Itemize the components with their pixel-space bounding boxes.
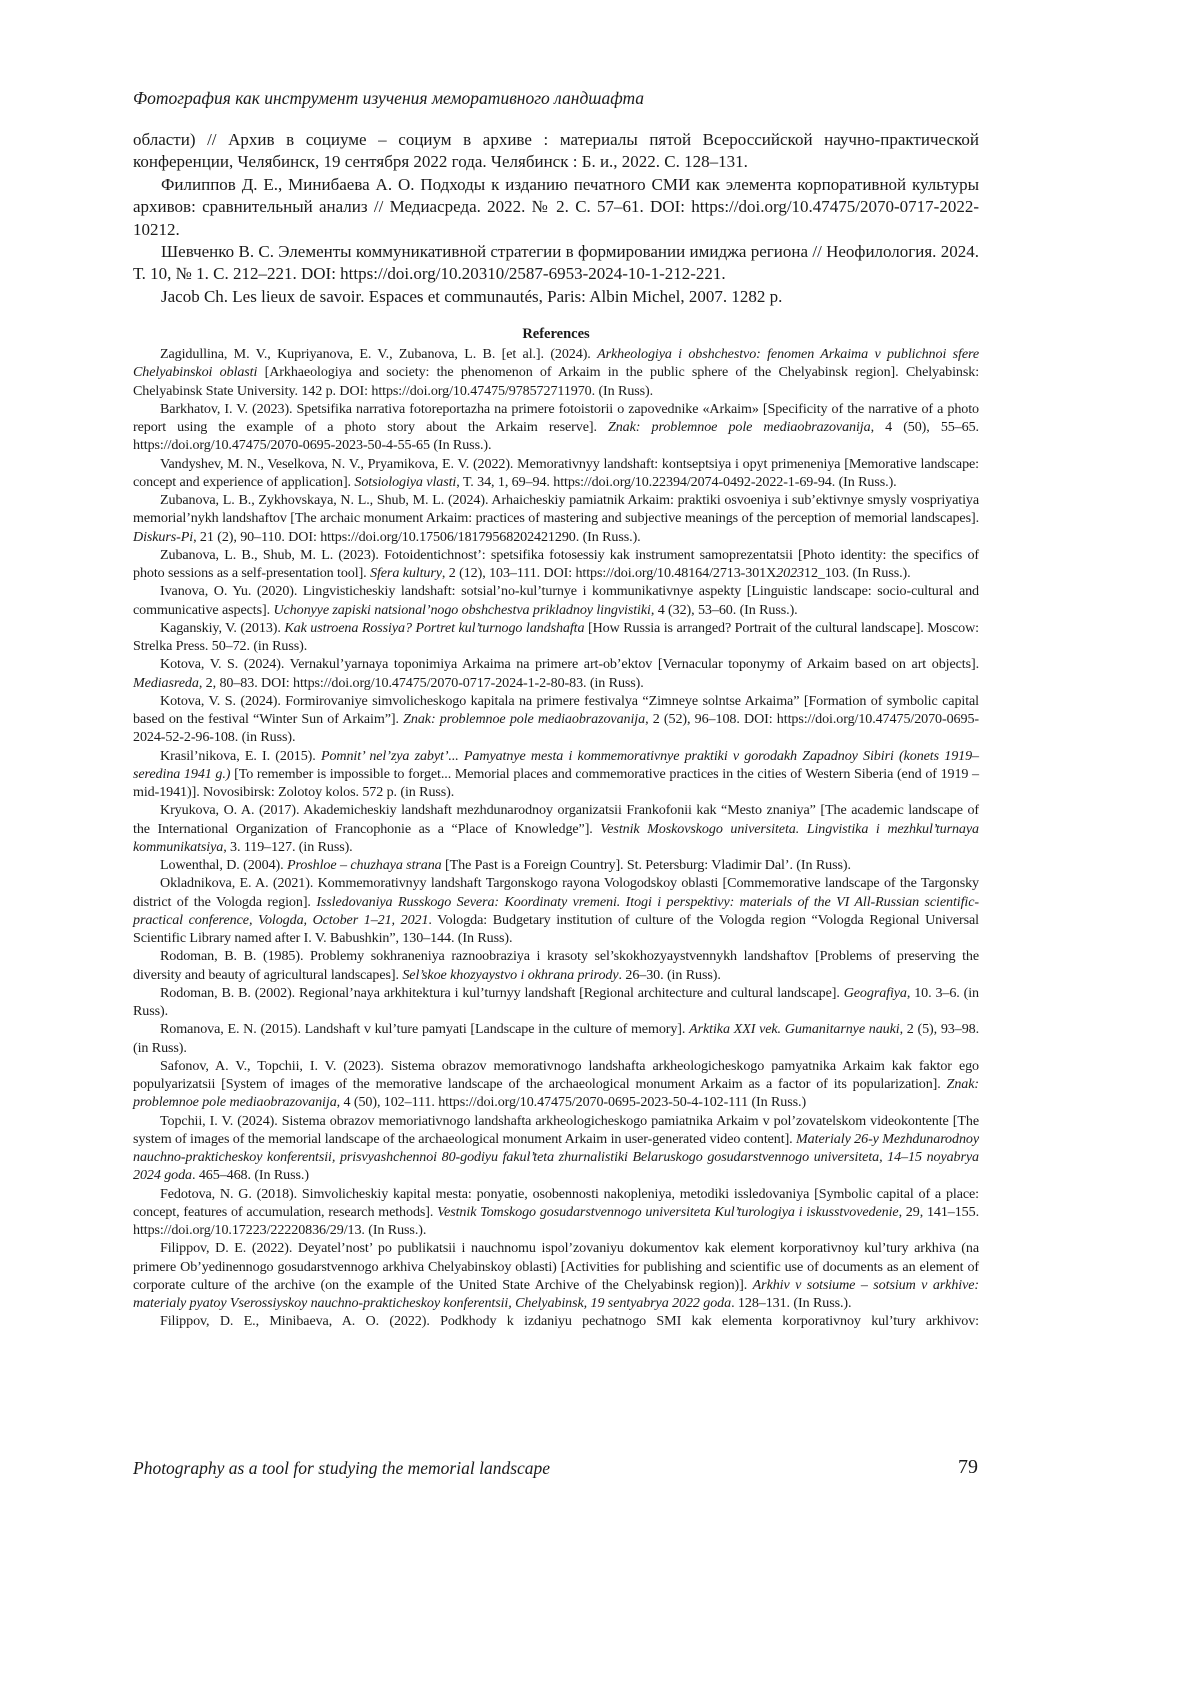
reference-title-italic: Sfera kultury	[370, 565, 442, 581]
reference-text: Filippov, D. E. (2022). Deyatel’nost’ po publikatsii i nauchnomu ispol’zovaniyu dokumentov kak element korporativnoy kul’tury arkhiva (na primere Ob’yedinennogo gosudarstvennogo arkhiva Chelyabinskoy oblasti) [Activities for publishing and scientific use of documents as an element of corporate culture of the archive (on the example of the United State Archive of the Chelyabinsk region)].	[133, 1240, 979, 1293]
reference-text: . 465–468. (In Russ.)	[192, 1167, 309, 1184]
reference-text: Fedotova, N. G. (2018). Simvolicheskiy kapital mesta: ponyatie, osobennosti nakopleniya, metodiki issledovaniya [Symbolic capital of a place: concept, features of accumulation, research methods].	[133, 1185, 979, 1220]
reference-title-italic: Mediasreda	[133, 674, 199, 691]
reference-entry	[133, 1185, 979, 1240]
reference-entry	[133, 619, 979, 656]
reference-entry	[133, 747, 979, 802]
page-number: 79	[958, 1456, 978, 1478]
reference-text: , 4 (50), 102–111. https://doi.org/10.47475/2070-0695-2023-50-4-102-111 (In Russ.)	[336, 1094, 807, 1111]
reference-text: , 2 (12), 103–111. DOI: https://doi.org/10.48164/2713-301X	[441, 565, 777, 581]
reference-entry	[133, 692, 979, 747]
reference-text: Filippov, D. E., Minibaeva, A. O. (2022). Podkhody k izdaniyu pechatnogo SMI kak elementa korporativnoy kul’tury arkhivov:	[160, 1313, 979, 1330]
reference-entry	[133, 984, 979, 1021]
reference-text: , 4 (50), 55–65. https://doi.org/10.47475/2070-0695-2023-50-4-55-65 (In Russ.).	[133, 419, 979, 454]
reference-title-italic: Geografiya	[843, 984, 907, 1001]
reference-entry	[133, 345, 979, 400]
reference-title-italic: Pomnit’ nel’zya zabyt’... Pamyatnye mesta i kommemorativnye praktiki v gorodakh Zapadnoy Sibiri (konets 1919–seredina 1941 g.)	[133, 747, 979, 782]
reference-text: Krasil’nikova, E. I. (2015).	[160, 747, 321, 764]
reference-title-italic: Uchonyye zapiski natsional’nogo obshchestva prikladnoy lingvistiki	[273, 601, 651, 618]
reference-text: , 2 (52), 96–108. DOI: https://doi.org/10.47475/2070-0695-2024-52-2-96-108. (in Russ).	[133, 711, 979, 746]
reference-text: , 29, 141–155. https://doi.org/10.17223/22220836/29/13. (In Russ.).	[133, 1203, 979, 1238]
reference-text: Barkhatov, I. V. (2023). Spetsifika narrativa fotoreportazha na primere fotoistorii o zapovednike «Arkaim» [Specificity of the narrative of a photo report using the example of a photo story about the Arkaim reserve].	[133, 400, 979, 435]
reference-entry	[133, 947, 979, 984]
reference-text: Zagidullina, M. V., Kupriyanova, E. V., Zubanova, L. B. [et al.]. (2024).	[160, 346, 598, 362]
reference-title-italic: Znak: problemnoe pole mediaobrazovanija	[403, 711, 646, 727]
reference-text: Lowenthal, D. (2004).	[160, 857, 287, 873]
reference-text: , 2 (5), 93–98. (in Russ).	[133, 1021, 980, 1056]
reference-entry	[133, 1020, 979, 1057]
reference-text: Kotova, V. S. (2024). Vernakul’yarnaya toponimiya Arkaima na primere art-ob’ektov [Vernacular toponymy of Arkaim based on art objects].	[160, 656, 979, 673]
running-footer: Photography as a tool for studying the memorial landscape	[133, 1458, 551, 1478]
reference-entry	[133, 491, 979, 546]
reference-text: Kotova, V. S. (2024). Formirovaniye simvolicheskogo kapitala na primere festivalya “Zimneye solntse Arkaima” [Formation of symbolic capital based on the festival “Winter Sun of Arkaim”].	[133, 692, 979, 727]
reference-entry	[133, 655, 979, 692]
reference-text: Topchii, I. V. (2024). Sistema obrazov memoriativnogo landshafta arkheologicheskogo pamiatnika Arkaim v pol’zovatelskom videokontente [The system of images of the memorial landscape of the archaeological monument Arkaim in user-generated video content].	[133, 1112, 979, 1147]
reference-text: [How Russia is arranged? Portrait of the cultural landscape]. Moscow: Strelka Press. 50–72. (in Russ).	[133, 619, 979, 654]
references-list	[133, 345, 979, 1331]
reference-title-italic: Znak: problemnoe pole mediaobrazovanija	[133, 1076, 979, 1111]
reference-entry	[133, 400, 979, 455]
reference-text: [To remember is impossible to forget... Memorial places and commemorative practices in the cities of Western Siberia (end of 1919 – mid-1941)]. Novosibirsk: Zolotoy kolos. 572 p. (in Russ).	[133, 765, 980, 800]
reference-title-italic: Sel’skoe khozyaystvo i okhrana prirody	[402, 966, 619, 983]
reference-title-italic: Vestnik Tomskogo gosudarstvennogo universiteta Kul’turologiya i iskusstvovedenie	[437, 1203, 899, 1220]
reference-text: 12_103. (In Russ.).	[804, 565, 911, 581]
reference-text: Zubanova, L. B., Zykhovskaya, N. L., Shub, M. L. (2024). Arhaicheskiy pamiatnik Arkaim: praktiki osvoeniya i sub’ektivnye smysly vospriyatiya memorial’nykh landshaftov [The archaic monument Arkaim: practices of mastering and subjective meanings of the perception of memorial landscapes].	[133, 492, 979, 527]
reference-title-italic: 2023	[776, 565, 804, 581]
reference-text: Ivanova, O. Yu. (2020). Lingvisticheskiy landshaft: sotsial’no-kul’turnye i kommunikativnye aspekty [Linguistic landscape: socio-cultural and communicative aspects].	[133, 583, 979, 618]
reference-title-italic: Diskurs-Pi	[133, 528, 194, 545]
reference-text: , 3. 119–127. (in Russ).	[223, 838, 353, 855]
reference-text: Okladnikova, E. A. (2021). Kommemorativnyy landshaft Targonskogo rayona Vologodskoy oblasti [Commemorative landscape of the Targonsky district of the Vologda region].	[133, 875, 979, 910]
reference-entry	[133, 546, 979, 583]
running-header: Фотография как инструмент изучения меморативного ландшафта	[133, 88, 645, 108]
reference-entry	[133, 455, 979, 492]
reference-title-italic: Arkhiv v sotsiume – sotsium v arkhive: materialy pyatoy Vserossiyskoy nauchno-prakticheskoy konferentsii, Chelyabinsk, 19 sentyabrya 2022 goda	[133, 1276, 979, 1311]
bibliography-entry: Филиппов Д. Е., Минибаева А. О. Подходы к изданию печатного СМИ как элемента корпоративной культуры архивов: сравнительный анализ // Медиасреда. 2022. № 2. С. 57–61. DOI: https://doi.org/10.47475/2070-0717-2022-10212.	[133, 174, 979, 239]
reference-title-italic: Materialy 26-y Mezhdunarodnoy nauchno-prakticheskoy konferentsii, prisvyashchennoi 80-godiyu fakul’teta zhurnalistiki Belaruskogo gosudarstvennogo universiteta, 14–15 noyabrya 2024 goda	[133, 1130, 979, 1184]
reference-title-italic: Kak ustroena Rossiya? Portret kul’turnogo landshafta	[284, 619, 585, 636]
reference-title-italic: Znak: problemnoe pole mediaobrazovanija	[608, 419, 871, 435]
reference-text: . 26–30. (in Russ).	[618, 966, 721, 983]
reference-text: Rodoman, B. B. (2002). Regional’naya arkhitektura i kul’turnyy landshaft [Regional architecture and cultural landscape].	[160, 984, 844, 1001]
reference-text: , T. 34, 1, 69–94. https://doi.org/10.22394/2074-0492-2022-1-69-94. (In Russ.).	[456, 473, 897, 490]
reference-entry	[133, 1057, 979, 1112]
reference-title-italic: Sotsiologiya vlasti	[354, 473, 457, 490]
reference-text: Kryukova, O. A. (2017). Akademicheskiy landshaft mezhdunarodnoy organizatsii Frankofonii kak “Mesto znaniya” [The academic landscape of the International Organization of Francophonie as a “Place of Knowledge”].	[133, 802, 979, 837]
russian-bibliography	[133, 129, 979, 308]
reference-text: , 4 (32), 53–60. (In Russ.).	[650, 601, 798, 618]
reference-entry	[133, 1312, 979, 1330]
reference-title-italic: Vestnik Moskovskogo universiteta. Lingvistika i mezhkul’turnaya kommunikatsiya	[133, 820, 979, 855]
reference-text: . 128–131. (In Russ.).	[731, 1295, 852, 1311]
reference-title-italic: Issledovaniya Russkogo Severa: Koordinaty vremeni. Itogi i perspektivy: materials of the VI All-Russian scientific-practical conference, Vologda, October 1–21, 2021	[133, 893, 979, 928]
reference-title-italic: Arktika XXI vek. Gumanitarnye nauki	[689, 1021, 900, 1038]
reference-text: Romanova, E. N. (2015). Landshaft v kul’ture pamyati [Landscape in the culture of memory].	[160, 1021, 690, 1038]
bibliography-entry: области) // Архив в социуме – социум в архиве : материалы пятой Всероссийской научно-практической конференции, Челябинск, 19 сентября 2022 года. Челябинск : Б. и., 2022. С. 128–131.	[133, 130, 979, 172]
bibliography-entry: Jacob Ch. Les lieux de savoir. Espaces et communautés, Paris: Albin Michel, 2007. 1282 p.	[161, 286, 783, 306]
reference-entry	[133, 1112, 979, 1185]
reference-entry	[133, 874, 979, 947]
reference-text: [The Past is a Foreign Country]. St. Petersburg: Vladimir Dal’. (In Russ).	[441, 857, 851, 873]
reference-text: Zubanova, L. B., Shub, M. L. (2023). Fotoidentichnost’: spetsifika fotosessiy kak instrument samoprezentatsii [Photo identity: the specifics of photo sessions as a self-presentation tool].	[133, 546, 979, 581]
reference-entry	[133, 801, 979, 856]
reference-text: , 21 (2), 90–110. DOI: https://doi.org/10.17506/18179568202421290. (In Russ.).	[193, 528, 641, 545]
references-heading: References	[522, 326, 590, 342]
reference-text: Vandyshev, M. N., Veselkova, N. V., Pryamikova, E. V. (2022). Memorativnyy landshaft: kontseptsiya i opyt primeneniya [Memorative landscape: concept and experience of application].	[133, 455, 979, 490]
reference-text: Kaganskiy, V. (2013).	[160, 619, 285, 636]
reference-title-italic: Proshloe – chuzhaya strana	[286, 857, 442, 873]
reference-entry	[133, 582, 979, 619]
reference-entry	[133, 856, 979, 874]
reference-text: [Arkhaeologiya and society: the phenomenon of Arkaim in the public sphere of the Chelyabinsk region]. Chelyabinsk: Chelyabinsk State University. 142 p. DOI: https://doi.org/10.47475/978572711970. (In Russ).	[133, 364, 980, 399]
reference-text: , 10. 3–6. (in Russ).	[133, 984, 979, 1019]
bibliography-entry: Шевченко В. С. Элементы коммуникативной стратегии в формировании имиджа региона // Неофилология. 2024. Т. 10, № 1. С. 212–221. DOI: https://doi.org/10.20310/2587-6953-2024-10-1-212-221.	[133, 242, 979, 284]
reference-title-italic: Arkheologiya i obshchestvo: fenomen Arkaima v publichnoi sfere Chelyabinskoi oblasti	[133, 346, 979, 381]
reference-text: Rodoman, B. B. (1985). Problemy sokhraneniya raznoobraziya i krasoty sel’skokhozyaystvennykh landshaftov [Problems of preserving the diversity and beauty of agricultural landscapes].	[133, 948, 979, 983]
reference-text: . Vologda: Budgetary institution of culture of the Vologda region “Vologda Regional Universal Scientific Library named after I. V. Babushkin”, 130–144. (In Russ).	[133, 911, 979, 946]
reference-text: Safonov, A. V., Topchii, I. V. (2023). Sistema obrazov memorativnogo landshafta arkheologicheskogo pamyatnika Arkaim kak faktor ego populyarizatsii [System of images of the memorative landscape of the archaeological monument Arkaim as a factor of its popularization].	[133, 1057, 979, 1092]
reference-entry	[133, 1239, 979, 1312]
reference-text: , 2, 80–83. DOI: https://doi.org/10.47475/2070-0717-2024-1-2-80-83. (in Russ).	[198, 674, 644, 691]
